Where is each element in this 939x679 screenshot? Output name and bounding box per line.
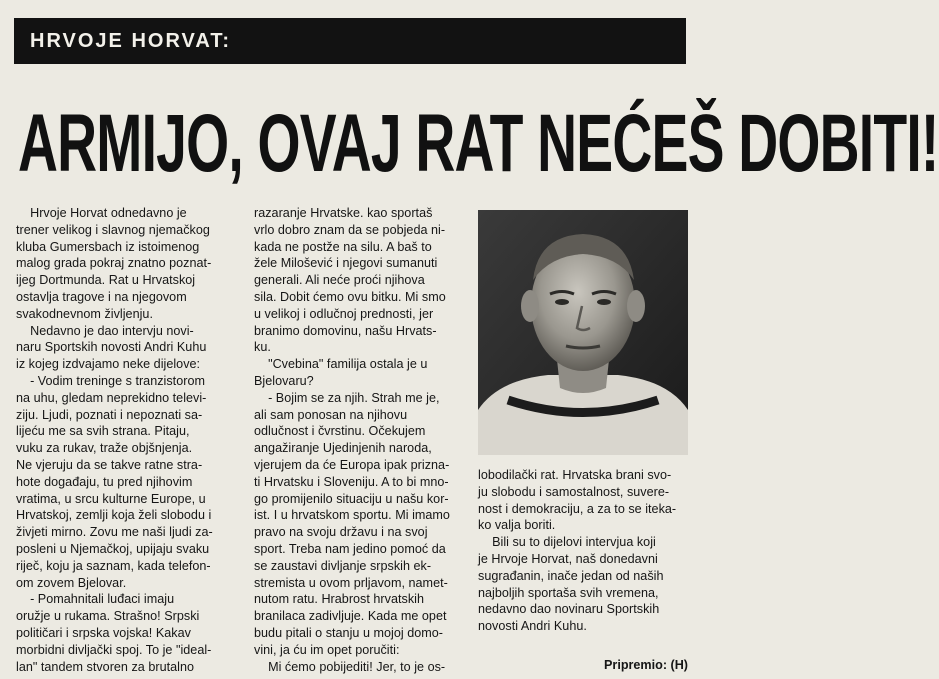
text-line: novosti Andri Kuhu. xyxy=(478,619,587,634)
text-line: Ne vjeruju da se takve ratne stra- xyxy=(16,457,203,472)
text-line: "Cvebina" familija ostala je u xyxy=(254,357,428,372)
text-line: nutom ratu. Hrabrost hrvatskih xyxy=(254,592,424,607)
text-line: kada ne postže na silu. A baš to xyxy=(254,239,432,254)
text-line: lan" tandem stvoren za brutalno xyxy=(16,659,195,674)
text-line: razaranje Hrvatske. kao sportaš xyxy=(254,206,433,220)
text-line: budu pitali o stanju u mojoj domo- xyxy=(254,625,443,640)
text-line: žele Milošević i njegovi sumanuti xyxy=(254,256,438,271)
text-line: Hrvatskoj, zemlji koja želi slobodu i xyxy=(16,508,212,523)
text-line: generali. Ali neće proći njihova xyxy=(254,273,425,288)
text-line: nedavno dao novinaru Sportskih xyxy=(478,602,660,617)
text-line: riječ, koju ja saznam, kada telefon- xyxy=(16,558,211,573)
text-line: Mi ćemo pobijediti! Jer, to je os- xyxy=(254,659,446,674)
text-line: ko valja boriti. xyxy=(478,518,556,533)
text-line: - Bojim se za njih. Strah me je, xyxy=(254,390,440,405)
text-line: kluba Gumersbach iz istoimenog xyxy=(16,239,200,254)
text-line: Nedavno je dao intervju novi- xyxy=(16,323,194,338)
text-line: ju slobodu i samostalnost, suvere- xyxy=(478,484,670,499)
text-line: svakodnevnom življenju. xyxy=(16,306,153,321)
text-line: ali sam ponosan na njihovu xyxy=(254,407,408,422)
header-label: HRVOJE HORVAT: xyxy=(30,30,231,52)
text-line: ist. I u hrvatskom sportu. Mi imamo xyxy=(254,508,450,523)
text-line: iz kojeg izdvajamo neke dijelove: xyxy=(16,357,201,372)
text-line: branilaca zadivljuje. Kada me opet xyxy=(254,609,447,624)
header-bar xyxy=(14,18,686,64)
text-line: trener velikog i slavnog njemačkog xyxy=(16,222,210,237)
text-line: sport. Treba nam jedino pomoć da xyxy=(254,541,446,556)
portrait-photo xyxy=(478,210,688,455)
portrait-image xyxy=(478,210,688,455)
text-line: - Pomahnitali luđaci imaju xyxy=(16,592,175,607)
text-line: Bjelovaru? xyxy=(254,373,314,388)
text-line: ijeg Dortmunda. Rat u Hrvatskoj xyxy=(16,273,196,288)
text-line: u velikoj i odlučnoj prednosti, jer xyxy=(254,306,434,321)
text-line: morbidni divljački spoj. To je "ideal- xyxy=(16,642,212,657)
text-line: vjerujem da će Europa ipak prizna- xyxy=(254,457,450,472)
text-line: živjeti mirno. Zovu me naši ljudi za- xyxy=(16,525,213,540)
text-line: sila. Dobit ćemo ovu bitku. Mi smo xyxy=(254,289,446,304)
text-line: ti Hrvatsku i Sloveniju. A to bi mno- xyxy=(254,474,449,489)
text-line: na uhu, gledam neprekidno televi- xyxy=(16,390,207,405)
text-line: stremista u ovom prljavom, namet- xyxy=(254,575,448,590)
text-line: lijeću me sa svih strana. Pitaju, xyxy=(16,424,190,439)
text-line: vrlo dobro znam da se pobjeda ni- xyxy=(254,222,446,237)
text-line: sugrađanin, inače jedan od naših xyxy=(478,568,664,583)
text-line: odlučnost i čvrstinu. Očekujem xyxy=(254,424,426,439)
text-line: malog grada pokraj znatno poznat- xyxy=(16,256,212,271)
text-line: om zovem Bjelovar. xyxy=(16,575,127,590)
text-line: go promijenilo situaciju u našu kor- xyxy=(254,491,449,506)
article-column-1 xyxy=(16,205,238,675)
headline-text: ARMIJO, OVAJ RAT NEĆEŠ DOBITI! xyxy=(18,97,939,189)
text-line: političari i srpska vojska! Kakav xyxy=(16,625,191,640)
text-line: lobodilački rat. Hrvatska brani svo- xyxy=(478,468,672,482)
text-line: se zaustavi divljanje srpskih ek- xyxy=(254,558,432,573)
text-line: naru Sportskih novosti Andri Kuhu xyxy=(16,340,207,355)
text-line: nost i demokraciju, a za to se iteka- xyxy=(478,501,677,516)
text-line: najboljih sportaša svih vremena, xyxy=(478,585,659,600)
text-line: - Vodim treninge s tranzistorom xyxy=(16,373,205,388)
text-line: ostavlja tragove i na njegovom xyxy=(16,289,187,304)
byline-signature: Pripremio: (H) xyxy=(604,658,688,672)
text-line: Hrvoje Horvat odnedavno je xyxy=(16,206,187,220)
text-line: hote događaju, tu pred njihovim xyxy=(16,474,193,489)
text-line: oružje u rukama. Strašno! Srpski xyxy=(16,609,200,624)
text-line: branimo domovinu, našu Hrvats- xyxy=(254,323,437,338)
text-line: angažiranje Ujedinjenih naroda, xyxy=(254,441,432,456)
text-line: ku. xyxy=(254,340,271,355)
text-line: vini, ja ću im opet poručiti: xyxy=(254,642,400,657)
text-line: pravo na svoju državu i na svoj xyxy=(254,525,428,540)
text-line: Bili su to dijelovi intervjua koji xyxy=(478,535,656,550)
text-line: ziju. Ljudi, poznati i nepoznati sa- xyxy=(16,407,203,422)
text-line: vuku za rukav, traže objšnjenja. xyxy=(16,441,193,456)
text-line: vratima, u srcu kulturne Europe, u xyxy=(16,491,206,506)
article-column-2 xyxy=(254,205,468,675)
text-line: posleni u Njemačkoj, upijaju svaku xyxy=(16,541,210,556)
text-line: je Hrvoje Horvat, naš donedavni xyxy=(478,551,658,566)
headline xyxy=(18,82,939,192)
article-column-3 xyxy=(478,467,690,635)
